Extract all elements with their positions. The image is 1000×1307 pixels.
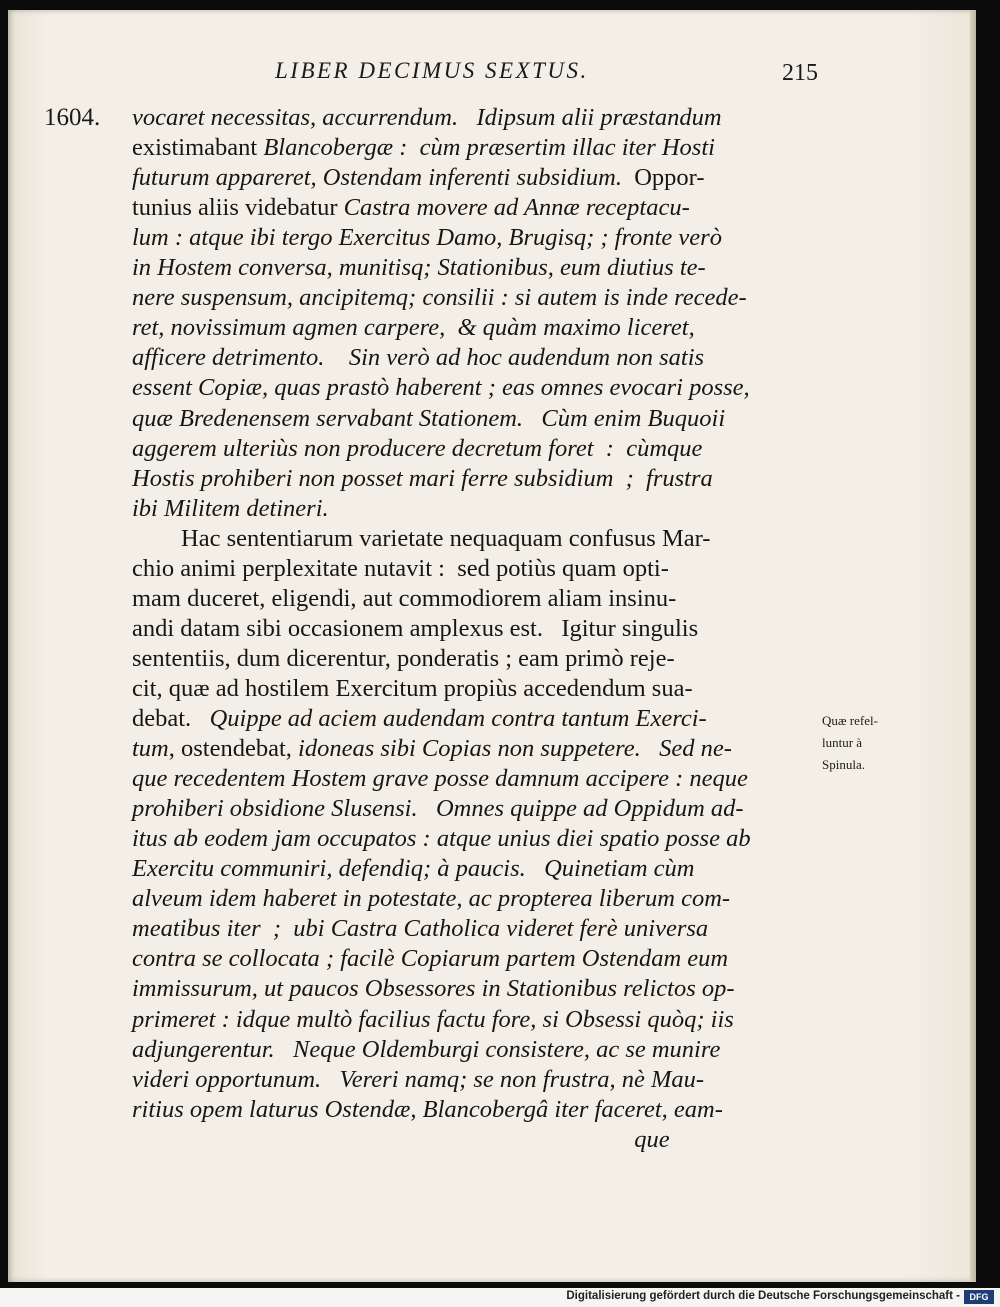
text-line xyxy=(132,705,822,732)
text-segment: meatibus iter ; ubi Castra Catholica videret ferè universa xyxy=(132,915,709,943)
text-line xyxy=(132,945,822,972)
text-segment: Oppor- xyxy=(621,164,705,192)
text-segment: sententiis, dum dicerentur, ponderatis ; eam primò reje- xyxy=(132,644,675,672)
text-line xyxy=(132,495,822,522)
text-segment: idoneas sibi Copias non suppetere. Sed ne- xyxy=(298,735,732,763)
text-line xyxy=(132,615,822,642)
text-segment: aggerem ulteriùs non producere decretum foret : cùmque xyxy=(132,434,703,462)
text-line xyxy=(132,194,822,221)
text-segment: Exercitu communiri, defendiq; à paucis. Quinetiam cùm xyxy=(132,855,695,883)
margin-note-line: Spinula. xyxy=(822,757,865,772)
text-line xyxy=(132,405,822,432)
margin-note-line: luntur à xyxy=(822,735,863,750)
margin-year: 1604. xyxy=(44,104,101,131)
text-line xyxy=(132,465,822,492)
text-line xyxy=(132,525,822,552)
text-segment: essent Copiæ, quas prastò haberent ; eas omnes evocari posse, xyxy=(132,374,750,402)
text-line xyxy=(132,164,822,191)
text-line xyxy=(132,254,822,281)
text-segment: ret, novissimum agmen carpere, & quàm maximo liceret, xyxy=(132,314,695,342)
text-segment: lum : atque ibi tergo Exercitus Damo, Brugisq; ; fronte verò xyxy=(132,224,722,252)
text-segment: mam duceret, eligendi, aut commodiorem aliam insinu- xyxy=(132,584,677,612)
footer-bar xyxy=(0,1288,1000,1307)
text-line xyxy=(132,675,822,702)
text-line xyxy=(132,855,822,882)
text-line xyxy=(132,915,822,942)
text-segment: Hac sententiarum varietate nequaquam confusus Mar- xyxy=(132,524,711,552)
text-segment: chio animi perplexitate nutavit : sed potiùs quam opti- xyxy=(132,554,669,582)
page-number: 215 xyxy=(782,60,818,86)
text-line xyxy=(132,885,822,912)
text-segment: nere suspensum, ancipitemq; consilii : si autem is inde recede- xyxy=(132,284,747,312)
page-edge xyxy=(970,10,976,1282)
text-line xyxy=(132,374,822,401)
text-line xyxy=(132,1126,822,1153)
text-line xyxy=(132,134,822,161)
text-line xyxy=(132,645,822,672)
text-line xyxy=(132,435,822,462)
text-segment: futurum appareret, Ostendam inferenti subsidium. xyxy=(132,164,622,192)
text-segment: existimabant xyxy=(132,134,264,162)
text-line xyxy=(132,1096,822,1123)
dfg-logo: DFG xyxy=(964,1290,994,1304)
text-segment: ibi Militem detineri. xyxy=(132,494,329,522)
text-segment: andi datam sibi occasionem amplexus est. Igitur singulis xyxy=(132,614,699,642)
text-segment: immissurum, ut paucos Obsessores in Stationibus relictos op- xyxy=(132,975,735,1003)
text-segment: contra se collocata ; facilè Copiarum partem Ostendam eum xyxy=(132,945,729,973)
text-segment: tum xyxy=(132,735,169,763)
text-segment: adjungerentur. Neque Oldemburgi consistere, ac se munire xyxy=(132,1035,721,1063)
text-line xyxy=(132,224,822,251)
text-segment: debat. xyxy=(132,705,210,732)
text-segment: prohiberi obsidione Slusensi. Omnes quippe ad Oppidum ad- xyxy=(132,795,744,823)
text-segment: que xyxy=(132,1125,670,1153)
running-title: LIBER DECIMUS SEXTUS. xyxy=(275,58,589,83)
text-line xyxy=(132,795,822,822)
text-line xyxy=(132,1036,822,1063)
text-line xyxy=(132,555,822,582)
text-segment: Blancobergæ : cùm præsertim illac iter Hosti xyxy=(263,134,715,162)
text-line xyxy=(132,104,822,131)
text-segment: ritius opem laturus Ostendæ, Blancobergâ iter faceret, eam- xyxy=(132,1095,723,1123)
text-line xyxy=(132,765,822,792)
text-line xyxy=(132,344,822,371)
text-segment: Hostis prohiberi non posset mari ferre subsidium ; frustra xyxy=(132,464,713,492)
text-segment: Castra movere ad Annæ receptacu- xyxy=(343,194,690,222)
text-segment: cit, quæ ad hostilem Exercitum propiùs accedendum sua- xyxy=(132,674,693,702)
text-line xyxy=(132,1006,822,1033)
text-segment: quæ Bredenensem servabant Stationem. Cùm enim Buquoii xyxy=(132,404,726,432)
text-segment: afficere detrimento. Sin verò ad hoc audendum non satis xyxy=(132,344,705,372)
text-line xyxy=(132,1066,822,1093)
text-line xyxy=(132,314,822,341)
text-segment: itus ab eodem jam occupatos : atque unius diei spatio posse ab xyxy=(132,825,751,853)
text-line xyxy=(132,585,822,612)
text-line xyxy=(132,735,822,762)
text-segment: primeret : idque multò facilius factu fore, si Obsessi quòq; iis xyxy=(132,1005,734,1033)
text-segment: , ostendebat, xyxy=(168,735,299,763)
text-segment: tunius aliis videbatur xyxy=(132,194,344,222)
text-segment: videri opportunum. Vereri namq; se non frustra, nè Mau- xyxy=(132,1065,705,1093)
text-segment: vocaret necessitas, accurrendum. Idipsum alii præstandum xyxy=(132,104,722,131)
text-segment: que recedentem Hostem grave posse damnum accipere : neque xyxy=(132,765,748,793)
footer-credit: Digitalisierung gefördert durch die Deutsche Forschungsgemeinschaft - xyxy=(566,1290,960,1302)
text-line xyxy=(132,284,822,311)
text-segment: in Hostem conversa, munitisq; Stationibus, eum diutius te- xyxy=(132,254,706,282)
text-line xyxy=(132,825,822,852)
margin-note-line: Quæ refel- xyxy=(822,713,878,728)
text-segment: alveum idem haberet in potestate, ac propterea liberum com- xyxy=(132,885,731,913)
text-segment: Quippe ad aciem audendam contra tantum Exerci- xyxy=(209,705,707,732)
text-line xyxy=(132,975,822,1002)
